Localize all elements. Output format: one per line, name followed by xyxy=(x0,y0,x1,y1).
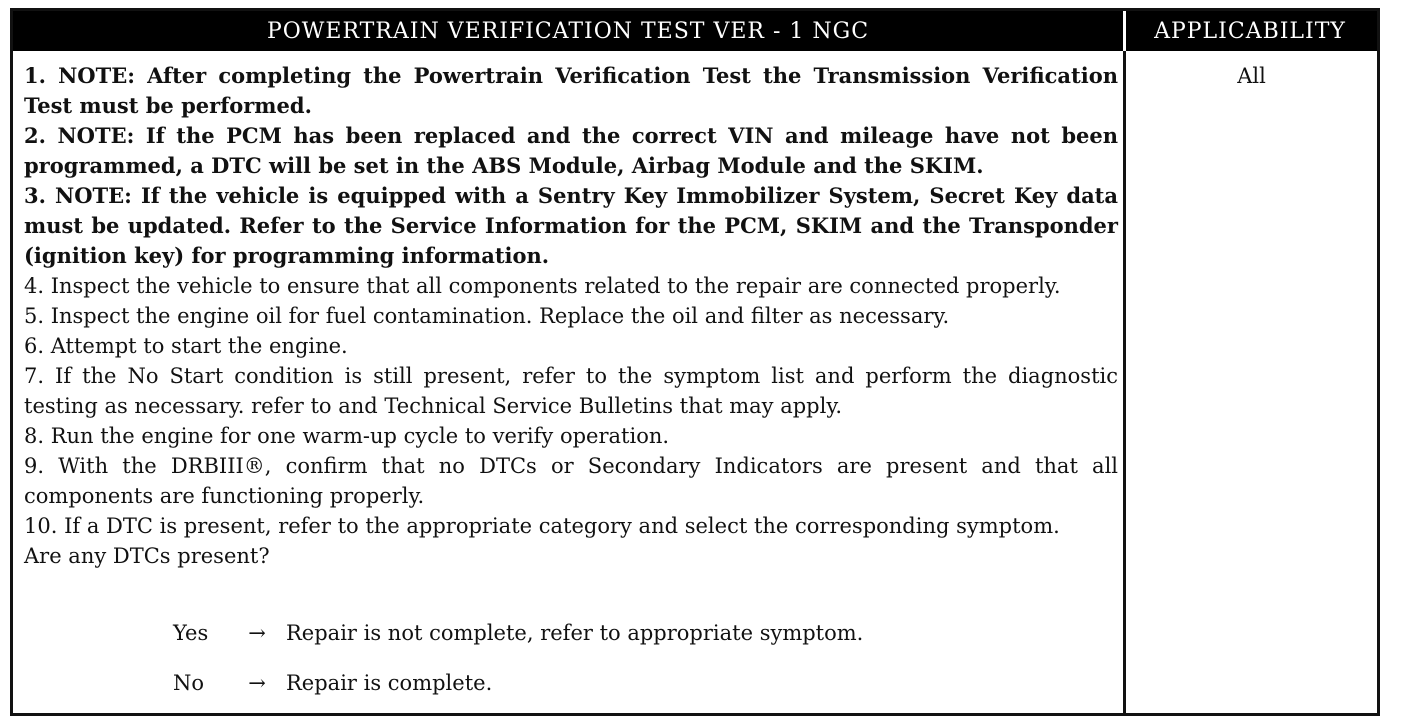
step-10: 10. If a DTC is present, refer to the appropriate category and select the corresponding symptom. xyxy=(24,514,1060,538)
header-divider xyxy=(1123,11,1126,51)
step-9: 9. With the DRBIII®, confirm that no DTCs or Secondary Indicators are present and that all components are functioning properly. xyxy=(24,454,1118,508)
no-label: No xyxy=(173,671,205,695)
step-2: 2. NOTE: If the PCM has been replaced and the correct VIN and mileage have not been programmed, a DTC will be set in the ABS Module, Airbag Module and the SKIM. xyxy=(24,123,1118,178)
no-text: Repair is complete. xyxy=(286,671,493,695)
question: Are any DTCs present? xyxy=(24,544,270,568)
step-8: 8. Run the engine for one warm-up cycle to verify operation. xyxy=(24,424,670,448)
verification-table xyxy=(10,8,1380,716)
steps-content xyxy=(24,61,1118,571)
step-4: 4. Inspect the vehicle to ensure that all components related to the repair are connected properly. xyxy=(24,274,1061,298)
answer-no xyxy=(173,671,492,695)
applicability-value: All xyxy=(1237,64,1266,88)
answer-yes xyxy=(173,621,863,645)
applicability-header: APPLICABILITY xyxy=(1154,18,1346,44)
yes-text: Repair is not complete, refer to appropriate symptom. xyxy=(286,621,864,645)
arrow-right-icon: → xyxy=(248,671,266,695)
arrow-right-icon: → xyxy=(248,621,266,645)
step-6: 6. Attempt to start the engine. xyxy=(24,334,348,358)
column-divider xyxy=(1123,51,1126,716)
table-header xyxy=(13,11,1377,51)
step-7: 7. If the No Start condition is still present, refer to the symptom list and perform the diagnostic testing as necessary. refer to and Technical Service Bulletins that may apply. xyxy=(24,364,1118,418)
test-title: POWERTRAIN VERIFICATION TEST VER - 1 NGC xyxy=(266,18,870,44)
yes-label: Yes xyxy=(173,621,209,645)
step-1: 1. NOTE: After completing the Powertrain Verification Test the Transmission Verification Test must be performed. xyxy=(24,63,1118,118)
step-3: 3. NOTE: If the vehicle is equipped with a Sentry Key Immobilizer System, Secret Key data must be updated. Refer to the Service Information for the PCM, SKIM and the Transponder (ignition key) for programming information. xyxy=(24,183,1118,268)
step-5: 5. Inspect the engine oil for fuel contamination. Replace the oil and filter as necessary. xyxy=(24,304,950,328)
